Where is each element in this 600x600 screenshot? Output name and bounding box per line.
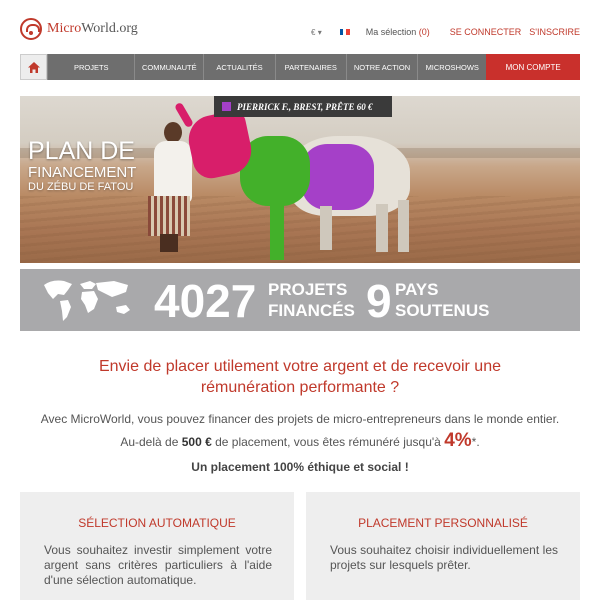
utility-bar (311, 27, 580, 37)
nav-item-partenaires[interactable]: PARTENAIRES (275, 54, 346, 80)
logo[interactable] (20, 18, 138, 40)
countries-count: 9 (366, 275, 392, 327)
nav-item-microshows[interactable]: MICROSHOWS (417, 54, 486, 80)
hero-title: PLAN DE FINANCEMENT DU ZÉBU DE FATOU (28, 137, 137, 193)
my-selection-link[interactable]: Ma sélection (0) (365, 27, 430, 37)
intro-rate-text: Au-delà de 500 € de placement, vous êtes rémunéré jusqu'à 4%*. (120, 430, 480, 451)
stats-bar (20, 269, 580, 331)
currency-selector[interactable]: € ▾ (311, 27, 322, 37)
nav-item-actualites[interactable]: ACTUALITÉS (203, 54, 274, 80)
nav-item-communaute[interactable]: COMMUNAUTÉ (134, 54, 203, 80)
lender-color-icon (222, 102, 231, 111)
my-account-button[interactable]: MON COMPTE (486, 54, 580, 80)
person-illustration (164, 122, 182, 143)
card-auto-selection[interactable] (20, 492, 294, 600)
login-link[interactable]: SE CONNECTER (449, 27, 522, 37)
logo-text: MicroWorld.org (47, 21, 138, 36)
card-title: PLACEMENT PERSONNALISÉ (358, 516, 528, 530)
ethic-tagline: Un placement 100% éthique et social ! (191, 460, 409, 474)
signup-link[interactable]: S'INSCRIRE (529, 27, 580, 37)
card-title: SÉLECTION AUTOMATIQUE (78, 516, 236, 530)
card-custom-placement[interactable] (306, 492, 580, 600)
card-text: Vous souhaitez investir simplement votre argent sans critères particuliers à l'aide d'une sélection automatique. (44, 543, 272, 587)
header (0, 0, 600, 58)
nav-item-notre-action[interactable]: NOTRE ACTION (346, 54, 417, 80)
main-nav (20, 54, 580, 80)
rate-value: 4% (444, 430, 472, 451)
home-icon[interactable] (20, 54, 47, 80)
projects-label: PROJETS FINANCÉS (268, 280, 355, 320)
intro-text: Avec MicroWorld, vous pouvez financer des projets de micro-entrepreneurs dans le monde entier. (40, 412, 560, 426)
projects-count: 4027 (154, 275, 257, 327)
nav-item-projets[interactable]: PROJETS (47, 54, 134, 80)
french-flag-icon[interactable] (340, 29, 350, 35)
hero-banner[interactable] (20, 96, 580, 263)
countries-label: PAYS SOUTENUS (395, 280, 490, 320)
card-text: Vous souhaitez choisir individuellement les projets sur lesquels prêter. (330, 543, 558, 572)
lender-tag: PIERRICK F., BREST, PRÊTE 60 € (214, 96, 392, 117)
logo-icon (20, 18, 42, 40)
intro-headline: Envie de placer utilement votre argent et de recevoir une rémunération performante ? (98, 358, 501, 396)
world-map-icon (38, 275, 138, 325)
